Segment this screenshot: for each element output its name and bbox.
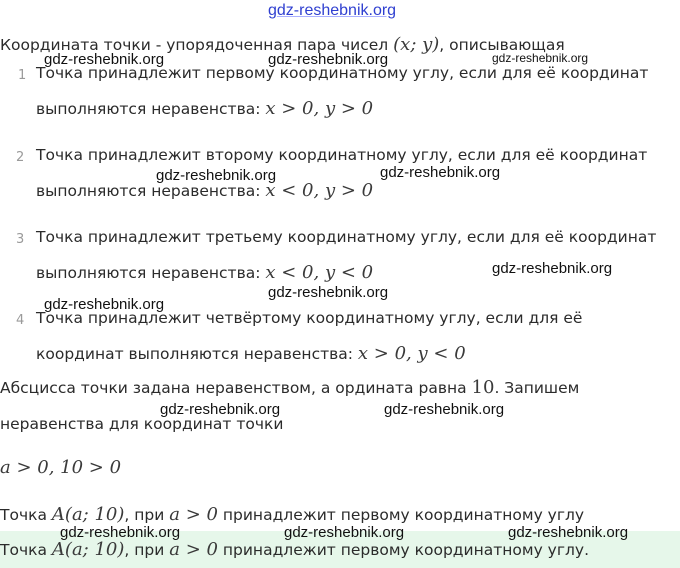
abscissa-text1: Абсцисса точки задана неравенством, а ордината равна: [0, 379, 467, 397]
list-item-3-line2: [36, 262, 373, 283]
list-item-2-label: выполняются неравенства:: [36, 182, 261, 200]
conclusion-post: принадлежит первому координатному углу: [222, 506, 585, 524]
intro-math: (x; y): [393, 34, 440, 55]
watermark: gdz-reshebnik.org: [44, 296, 165, 313]
list-item-4-math: x > 0, y < 0: [357, 343, 466, 364]
list-item-3-line1: Точка принадлежит третьему координатному углу, если для её координат: [36, 228, 657, 246]
watermark: gdz-reshebnik.org: [380, 164, 501, 181]
list-item-2-line1: Точка принадлежит второму координатному углу, если для её координат: [36, 146, 648, 164]
watermark: gdz-reshebnik.org: [384, 401, 505, 418]
watermark: gdz-reshebnik.org: [508, 524, 629, 541]
list-item-1-line1: Точка принадлежит первому координатному углу, если для её координат: [36, 64, 649, 82]
answer-cond: a > 0: [169, 539, 218, 560]
conclusion-mid: , при: [124, 506, 165, 524]
conclusion-pre: Точка: [0, 506, 47, 524]
watermark: gdz-reshebnik.org: [156, 167, 277, 184]
inequality-math: a > 0, 10 > 0: [0, 457, 122, 478]
answer-line: [0, 539, 589, 560]
abscissa-line1: [0, 377, 579, 398]
watermark: gdz-reshebnik.org: [492, 51, 589, 65]
list-number-4: 4: [16, 313, 25, 328]
answer-post: принадлежит первому координатному углу.: [222, 541, 589, 559]
list-number-2: 2: [16, 150, 25, 165]
watermark: gdz-reshebnik.org: [284, 524, 405, 541]
list-item-4-label: координат выполняются неравенства:: [36, 345, 353, 363]
abscissa-num: 10: [471, 377, 495, 398]
answer-point: A(a; 10): [51, 539, 125, 560]
abscissa-text1b: . Запишем: [494, 379, 580, 397]
list-number-3: 3: [16, 232, 25, 247]
intro-text: Координата точки - упорядоченная пара чисел: [0, 36, 389, 54]
watermark-top[interactable]: gdz-reshebnik.org: [268, 2, 397, 19]
abscissa-line2: неравенства для координат точки: [0, 415, 284, 433]
list-item-2-math: x < 0, y > 0: [265, 180, 374, 201]
list-item-4-line2: [36, 343, 466, 364]
list-item-1-label: выполняются неравенства:: [36, 100, 261, 118]
watermark: gdz-reshebnik.org: [160, 401, 281, 418]
conclusion-line: [0, 504, 584, 525]
answer-pre: Точка: [0, 541, 47, 559]
watermark: gdz-reshebnik.org: [268, 284, 389, 301]
conclusion-point: A(a; 10): [51, 504, 125, 525]
list-number-1: 1: [18, 68, 27, 83]
conclusion-cond: a > 0: [169, 504, 218, 525]
watermark: gdz-reshebnik.org: [268, 51, 389, 68]
watermark: gdz-reshebnik.org: [44, 51, 165, 68]
list-item-1-math: x > 0, y > 0: [265, 98, 374, 119]
list-item-4-line1: Точка принадлежит четвёртому координатному углу, если для её: [36, 309, 583, 327]
intro-suffix: , описывающая: [439, 36, 565, 54]
answer-mid: , при: [124, 541, 165, 559]
list-item-1-line2: [36, 98, 373, 119]
watermark: gdz-reshebnik.org: [492, 260, 613, 277]
watermark: gdz-reshebnik.org: [60, 524, 181, 541]
list-item-3-label: выполняются неравенства:: [36, 264, 261, 282]
list-item-3-math: x < 0, y < 0: [265, 262, 374, 283]
